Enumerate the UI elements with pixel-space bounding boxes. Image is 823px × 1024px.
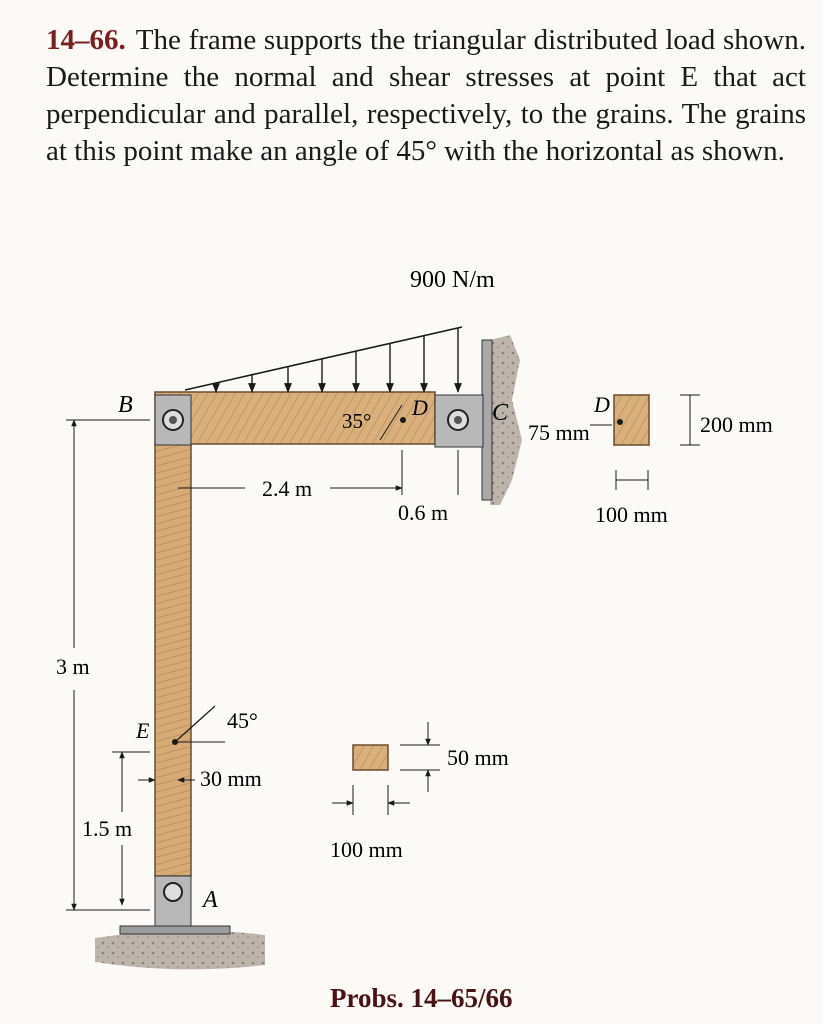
label-C: C (492, 400, 509, 426)
problem-number: 14–66. (46, 24, 126, 56)
section-E (353, 745, 388, 770)
base-flange (120, 926, 230, 934)
dim-30mm-label: 30 mm (200, 766, 262, 791)
label-B: B (118, 392, 133, 418)
section-D-label: D (594, 392, 610, 417)
load-envelope (185, 327, 462, 390)
load-arrows (216, 328, 458, 392)
dim-50mm-label: 50 mm (447, 745, 509, 770)
dim-1-5-label: 1.5 m (82, 816, 133, 841)
figure-caption: Probs. 14–65/66 (330, 983, 513, 1013)
dim-2-4-label: 2.4 m (262, 476, 313, 501)
label-E: E (136, 718, 150, 743)
horizontal-beam (155, 392, 435, 444)
dim-100mm-top-label: 100 mm (595, 502, 668, 527)
vertical-column (155, 444, 191, 876)
pin-B-center (169, 416, 177, 424)
dim-200mm-label: 200 mm (700, 412, 773, 437)
label-D: D (412, 395, 428, 420)
load-label: 900 N/m (410, 267, 495, 293)
section-D-point (617, 419, 623, 425)
ground-support (95, 931, 265, 970)
angle-45-label: 45° (227, 708, 258, 733)
angle-35-label: 35° (342, 409, 372, 433)
dim-75mm-label: 75 mm (528, 420, 590, 445)
dim-3-label: 3 m (56, 654, 90, 679)
problem-text: The frame supports the triangular distributed load shown. Determine the normal and shear stresses at point E that act perpendicular and parallel, respectively, to the grains. The grains at this point make an angle of 45° with the horizontal as shown. (46, 24, 806, 167)
pin-A-icon (164, 883, 182, 901)
dim-100mm-bottom-label: 100 mm (330, 837, 403, 862)
dim-0-6-label: 0.6 m (398, 500, 449, 525)
label-A: A (203, 887, 218, 913)
point-D-marker (400, 417, 406, 423)
pin-C-center (454, 416, 462, 424)
